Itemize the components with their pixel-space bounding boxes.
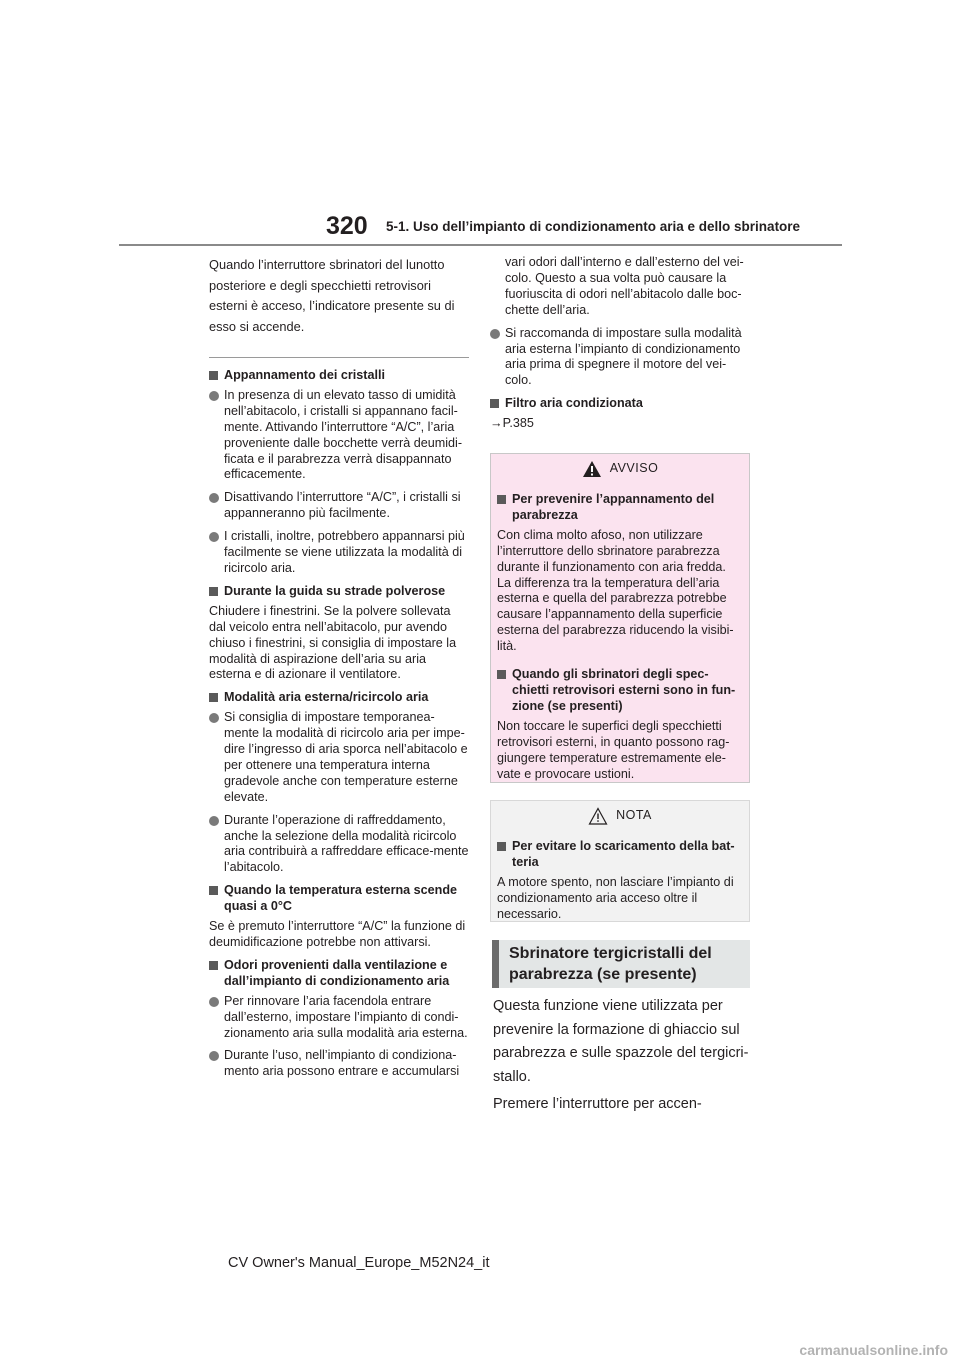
note-paragraph: A motore spento, non lasciare l’impianto di condizionamento aria acceso oltre il necessario. — [497, 874, 734, 921]
warning-icon — [582, 460, 602, 478]
note-subheading: Per evitare lo scaricamento della bat-teria — [497, 839, 743, 871]
subheading-cold-temp: Quando la temperatura esterna scende quasi a 0°C — [209, 883, 469, 915]
bullet-item: I cristalli, inoltre, potrebbero appannarsi più facilmente se viene utilizzata la modalità di ricircolo aria. — [209, 529, 469, 577]
caution-icon — [588, 807, 608, 825]
warning-paragraph: Con clima molto afoso, non utilizzare l’interruttore dello sbrinatore parabrezza durante il funzionamento con aria fredda. La differenza tra la temperatura dell’aria esterna e quella del parabrezza potrebbe causare l’appannamento della superficie esterna del parabrezza riducendo la visibi-lità. — [497, 527, 734, 654]
intro-line: posteriore e degli specchietti retrovisori — [209, 277, 431, 293]
bullet-item: Durante l’operazione di raffreddamento, anche la selezione della modalità ricircolo aria contribuirà a raffreddare efficace-mente l’abitacolo. — [209, 813, 469, 877]
warning-subheading: Per prevenire l’appannamento del parabrezza — [497, 492, 743, 524]
note-box — [490, 800, 750, 922]
warning-title — [497, 454, 743, 484]
watermark: carmanualsonline.info — [799, 1342, 948, 1358]
section-paragraph: Premere l’interruttore per accen- — [493, 1096, 702, 1112]
subheading-air-mode: Modalità aria esterna/ricircolo aria — [209, 690, 469, 706]
note-title-text: NOTA — [616, 808, 652, 823]
note-title — [497, 801, 743, 831]
subheading-odors: Odori provenienti dalla ventilazione e dall’impianto di condizionamento aria — [209, 958, 469, 990]
bullet-item: Durante l’uso, nell’impianto di condiziona-mento aria possono entrare e accumularsi — [209, 1048, 469, 1080]
chapter-title: 5-1. Uso dell’impianto di condizionamento aria e dello sbrinatore — [386, 219, 801, 234]
paragraph: Chiudere i finestrini. Se la polvere sollevata dal veicolo entra nell’abitacolo, pur avendo chiuso i finestrini, si consiglia di impostare la modalità di aspirazione dell’aria su aria esterna e di azionare il ventilatore. — [209, 603, 457, 682]
page-reference-link[interactable]: →P.385 — [490, 416, 534, 431]
warning-paragraph: Non toccare le superfici degli specchietti retrovisori esterni, in quanto possono rag-giungere temperature estremamente ele-vate e provocare ustioni. — [497, 718, 730, 781]
header-divider — [119, 244, 842, 246]
bullet-item: Per rinnovare l’aria facendola entrare dall’esterno, impostare l’impianto di condi-zionamento aria sulla modalità aria esterna. — [209, 994, 469, 1042]
section-title: Sbrinatore tergicristalli del parabrezza (se presente) — [492, 940, 750, 988]
bullet-item: Disattivando l’interruttore “A/C”, i cristalli si appanneranno più facilmente. — [209, 490, 469, 522]
page-number: 320 — [326, 212, 368, 240]
paragraph: Se è premuto l’interruttore “A/C” la funzione di deumidificazione potrebbe non attivarsi. — [209, 919, 466, 949]
intro-line: Quando l’interruttore sbrinatori del lunotto — [209, 257, 445, 272]
section-paragraph: Questa funzione viene utilizzata per prevenire la formazione di ghiaccio sul parabrezza e sulle spazzole del tergicri-stallo. — [493, 998, 749, 1085]
warning-box — [490, 453, 750, 783]
paragraph-continuation: vari odori dall’interno e dall’esterno del vei-colo. Questo a sua volta può causare la fuoriuscita di odori nell’abitacolo dalle boc-chette dell’aria. — [505, 255, 744, 317]
bullet-item: In presenza di un elevato tasso di umidità nell’abitacolo, i cristalli si appannano facil-mente. Attivando l’interruttore “A/C”, l’aria proveniente dalle bocchette verrà deumidi-ficata e il parabrezza verrà disappannato efficacemente. — [209, 388, 469, 483]
intro-line: esterni è acceso, l’indicatore presente su di — [209, 298, 455, 313]
bullet-item: Si consiglia di impostare temporanea-mente la modalità di ricircolo aria per impe-dire l’ingresso di aria sporca nell’abitacolo e per ottenere una temperatura interna gradevole anche con temperature esterne elevate. — [209, 710, 469, 805]
bullet-item: Si raccomanda di impostare sulla modalità aria esterna l’impianto di condizionamento aria prima di spegnere il motore del vei-colo. — [490, 326, 752, 390]
right-column — [490, 255, 752, 432]
footer-text: CV Owner's Manual_Europe_M52N24_it — [228, 1255, 490, 1271]
intro-line: esso si accende. — [209, 318, 305, 334]
subheading-fogging: Appannamento dei cristalli — [209, 368, 469, 384]
subheading-filter: Filtro aria condizionata — [490, 396, 752, 412]
warning-title-text: AVVISO — [609, 461, 659, 476]
section-body — [493, 995, 755, 1121]
section-divider — [209, 357, 469, 358]
warning-subheading: Quando gli sbrinatori degli spec-chietti retrovisori esterni sono in fun-zione (se presenti) — [497, 667, 743, 715]
subheading-dusty-roads: Durante la guida su strade polverose — [209, 584, 469, 600]
intro-paragraph — [209, 255, 469, 337]
left-column — [209, 255, 469, 1087]
